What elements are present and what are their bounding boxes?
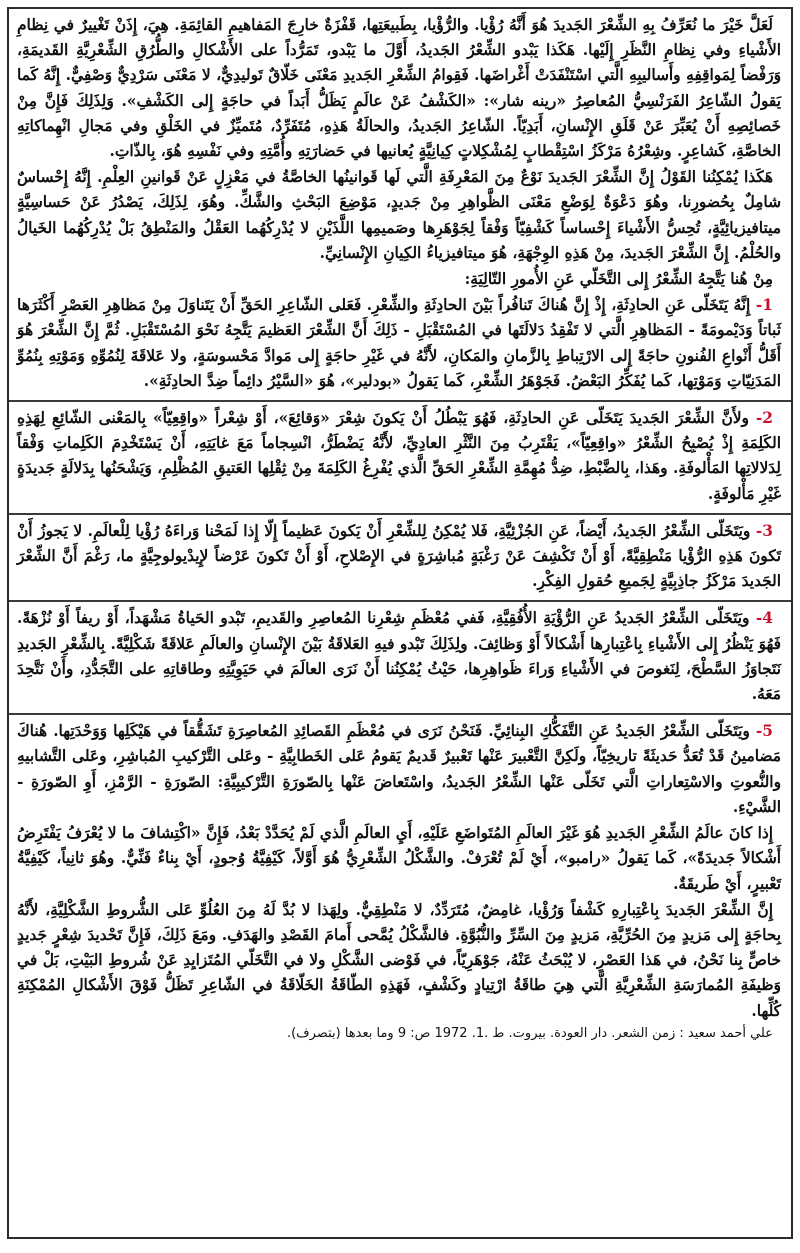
- item-text: ويَتَخَلّى الشِّعْرُ الجَديدُ عَنِ التَّفَكُّكِ البِنائِيِّ. فَنَحْنُ نَرَى في مُعْظَمِ القَصائِدِ المُعاصِرَةِ تَشَقُّقاً في هَيْكَلِها وَوَحْدَتِها. هُناكَ مَضامينُ قَدْ تُعَدُّ حَديثَةً تاريخِيّاً، ولَكِنَّ التَّعْبيرَ عَنْها تَعْبيرٌ قَديمٌ يَقومُ عَلى الخَطابِيَّةِ - وعَلى التَّرْكيبِ المُباشِرِ، وعَلى التَّشابيهِ والنُّعوتِ والاسْتِعاراتِ الَّتي تَخَلّى عَنْها الشِّعْرُ الجَديدُ، واسْتَعاضَ عَنْها بِالصّورَةِ التَّرْكيبِيَّةِ: الصّورَةِ - الرَّمْزِ، أَوِ الصّورَةِ - الشَّيْءِ.: [17, 722, 781, 816]
- item-text: ولأَنَّ الشِّعْرَ الجَديدَ يَتَخَلّى عَنِ الحادِثَةِ، فَهُوَ يَبْطُلُ أَنْ يَكونَ شِعْرَ «وَقائِعَ»، أَوْ شِعْراً «واقِعِيّاً» بِالمَعْنى الشّائِعِ لِهَذِهِ الكَلِمَةِ إِذْ يُصْبِحُ الشِّعْرُ «واقِعِيّاً»، يَقْتَرِبُ مِنَ النَّثْرِ العادِيِّ، لأَنَّهُ يَضْطَرُّ، انْسِجاماً مَعَ غايَتِهِ، أَنْ يَسْتَخْدِمَ الكَلِماتِ وَفْقاً لِدَلالاتِها المَأْلوفَةِ. وهَذا، بِالضَّبْطِ، ضِدُّ مُهِمَّةِ الشِّعْرِ الحَقِّ الَّذي يُفْرِغُ الكَلِمَةَ مِنْ ثِقْلِها العَتيقِ المُظْلِمِ، وَيَشْحَنُها بِدَلالَةٍ جَديدَةٍ غَيْرِ مَأْلوفَةٍ.: [17, 409, 781, 503]
- divider: [9, 513, 791, 515]
- divider: [9, 400, 791, 402]
- item-text: إِنَّهُ يَتَخَلّى عَنِ الحادِثَةِ، إِذْ إِنَّ هُناكَ تَنافُراً بَيْنَ الحادِثَةِ والشِّعْرِ. فَعَلى الشّاعِرِ الحَقِّ أَنْ يَتَناوَلَ مِنْ مَظاهِرِ العَصْرِ أَكْثَرَها ثَباتاً وَدَيْمومَةً - المَظاهِرِ الَّتي لا تَفْقِدُ دَلالَتَها في المُسْتَقْبَلِ - ذَلِكَ أَنَّ الشِّعْرَ العَظيمَ يَتَّجِهُ نَحْوَ المُسْتَقْبَلِ. ثُمَّ إِنَّ الشِّعْرَ هُوَ أَقَلُّ أَنْواعِ الفُنونِ حاجَةً إِلى الارْتِباطِ بِالزَّمانِ والمَكانِ، لأَنَّهُ في غَيْرِ حاجَةٍ إِلى مَوادَّ مَحْسوسَةٍ، ولا عَلاقَةَ لِنُمُوِّهِ وَمَوْتِهِ بِنُمُوِّ المَدَنِيّاتِ وَمَوْتِها، كَما يُفَكِّرُ البَعْضُ. فَجَوْهَرُ الشِّعْرِ، كَما يَقولُ «بودلير»، هُوَ «السَّيْرُ دائِماً ضِدَّ الحادِثَةِ».: [17, 296, 781, 390]
- document-page: [7, 7, 793, 1239]
- source-citation: علي أحمد سعيد : زمن الشعر. دار العودة. بيروت. ط .1. 1972 ص: 9 وما بعدها (بتصرف).: [286, 1025, 773, 1041]
- list-item: [17, 406, 781, 507]
- item-number: 4-: [755, 609, 773, 628]
- item-number: 1-: [755, 296, 774, 315]
- paragraph-conclusion: إِنَّ الشِّعْرَ الجَديدَ بِاعْتِبارِهِ كَشْفاً وَرُؤْيا، غامِضٌ، مُتَرَدِّدٌ، لا مَنْطِقِيٌّ. ولِهَذا لا بُدَّ لَهُ مِنَ العُلُوِّ عَلى الشُّروطِ الشَّكْلِيَّةِ، لأَنَّهُ بِحاجَةٍ إِلى مَزيدٍ مِنَ الحُرِّيَّةِ، مَزيدٍ مِنَ السِّرِّ والنُّبُوَّةِ. فالشَّكْلُ يُمَّحى أَمامَ القَصْدِ والهَدَفِ. ومَعَ ذَلِكَ، فَإِنَّ تَحْديدَ شِعْرٍ جَديدٍ خاصٍّ بِنا نَحْنُ، في هَذا العَصْرِ، لا يُبْحَثُ عَنْهُ، جَوْهَرِيّاً، في فَوْضى الشَّكْلِ ولا في التَّخَلّي المُتَزايِدِ عَنْ شُروطِ البَيْتِ، بَلْ في وَظيفَةِ المُمارَسَةِ الشِّعْرِيَّةِ الَّتي هِيَ طاقَةُ ارْتِيادٍ وكَشْفٍ، فَهَذِهِ الطّاقَةُ الخَلّاقَةُ في الشّاعِرِ تَظَلُّ فَوْقَ الأَشْكالِ المُمْكِنَةِ كُلِّها.: [17, 900, 781, 1020]
- list-item: [17, 293, 781, 394]
- divider: [9, 600, 791, 602]
- paragraph-form: إِذا كانَ عالَمُ الشِّعْرِ الجَديدِ هُوَ غَيْرَ العالَمِ المُتَواضَعِ عَلَيْهِ، أَيِ العالَمِ الَّذي لَمْ يُحَدَّدْ بَعْدُ، فَإِنَّ «اكْتِشافَ ما لا يُعْرَفُ يَفْتَرِضُ أَشْكالاً جَديدَةً»، كَما يَقولُ «رامبو»، أَيْ لَمْ تُعْرَفْ. والشَّكْلُ الشِّعْرِيُّ هُوَ أَوَّلاً، كَيْفِيَّةُ وُجودٍ، أَيْ بِناءٌ فَنِّيٌّ. وهُوَ ثانِياً، كَيْفِيَّةُ تَعْبيرٍ، أَيْ طَريقَةٌ.: [17, 824, 781, 893]
- item-text: ويَتَخَلّى الشِّعْرُ الجَديدُ، أَيْضاً، عَنِ الجُزْئِيَّةِ، فَلا يُمْكِنُ لِلشِّعْرِ أَنْ يَكونَ عَظيماً إِلّا إِذا لَمَحْنا وَراءَهُ رُؤْيا لِلْعالَمِ. لا يَجوزُ أَنْ تَكونَ هَذِهِ الرُّؤْيا مَنْطِقِيَّةً، أَوْ أَنْ تَكْشِفَ عَنْ رَغْبَةٍ مُباشِرَةٍ في الإِصْلاحِ، أَوْ أَنْ تَكونَ عَرْضاً لإِيدْيولوجِيَّةٍ ما، رَغْمَ أَنَّ الشِّعْرَ الجَديدَ مَرْكَزُ جاذِبِيَّةٍ لِجَميعِ حُقولِ الفِكْرِ.: [17, 521, 781, 591]
- paragraph-definition: لَعَلَّ خَيْرَ ما نُعَرِّفُ بِهِ الشِّعْرَ الجَديدَ هُوَ أَنَّهُ رُؤْيا. والرُّؤْيا، بِطَبيعَتِها، قَفْزَةٌ خارِجَ المَفاهيمِ القائِمَةِ. هِيَ، إِذَنْ تَغْييرٌ في نِظامِ الأَشْياءِ وفي نِظامِ النَّظَرِ إِلَيْها. هَكَذا يَبْدو الشِّعْرُ الجَديدُ، أَوَّلَ ما يَبْدو، تَمَرُّداً على الأَشْكالِ والطُّرُقِ الشِّعْرِيَّةِ القَديمَةِ، وَرَفْضاً لِمَواقِفِهِ وأَساليبِهِ الَّتي اسْتَنْفَدَتْ أَغْراضَها. فَقِوامُ الشِّعْرِ الجَديدِ مَعْنَى خَلّاقٌ تَوليدِيٌّ، لا مَعْنَى سَرْدِيٌّ وَصْفِيٌّ. إِنَّهُ كَما يَقولُ الشّاعِرُ الفَرَنْسِيُّ المُعاصِرُ «رينه شار»: «الكَشْفُ عَنْ عالَمٍ يَظَلُّ أَبَداً في حاجَةٍ إِلى الكَشْفِ». وَلِذَلِكَ فَإِنَّ مِنْ خَصائِصِهِ أَنْ يُعَبِّرَ عَنْ قَلَقِ الإِنْسانِ، أَبَدِيّاً. الشّاعِرُ الجَديدُ، والحالَةُ هَذِهِ، مُتَفَرِّدٌ، مُتَميِّزٌ في الخَلْقِ وفي مَجالِ انْهِماكاتِهِ الخاصَّةِ، كَشاعِرٍ. وشِعْرُهُ مَرْكَزُ اسْتِقْطابٍ لِمُشْكِلاتٍ كِيانِيَّةٍ يُعانيها في حَضارَتِهِ وأُمَّتِهِ وفي نَفْسِهِ هُوَ، بِالذّاتِ.: [17, 16, 781, 161]
- list-item: [17, 519, 781, 595]
- list-intro: مِنْ هُنا يَتَّجِهُ الشِّعْرُ إِلى التَّخَلّي عَنِ الأُمورِ التّالِيَةِ:: [464, 270, 773, 289]
- item-number: 5-: [755, 722, 774, 741]
- item-number: 3-: [755, 521, 773, 540]
- list-item: [17, 719, 781, 820]
- paragraph-knowledge: هَكَذا يُمْكِنُنا القَوْلُ إِنَّ الشِّعْرَ الجَديدَ نَوْعٌ مِنَ المَعْرِفَةِ الَّتي لَها قَوانينُها الخاصَّةُ في مَعْزِلٍ عَنْ قَوانينِ العِلْمِ. إِنَّهُ إِحْساسٌ شامِلٌ بِحُضورِنا، وهُوَ دَعْوَةٌ لِوَضْعِ مَعْنَى الظَّواهِرِ مِنْ جَديدٍ، مَوْضِعَ البَحْثِ والشَّكِّ. وهُوَ، لِذَلِكَ، يَصْدُرُ عَنْ حَساسِيَّةٍ ميتافيزيائِيَّةٍ، تُحِسُّ الأَشْياءَ إِحْساساً كَشْفِيّاً وَفْقاً لِجَوْهَرِها وصَميمِها اللَّذَيْنِ لا يُدْرِكُهُما العَقْلُ والمَنْطِقُ بَلْ يُدْرِكُهُما الخَيالُ والحُلْمُ. إِنَّ الشِّعْرَ الجَديدَ، مِنْ هَذِهِ الوِجْهَةِ، هُوَ ميتافيزياءُ الكِيانِ الإِنْسانِيِّ.: [17, 168, 781, 262]
- list-item: [17, 606, 781, 707]
- item-text: ويَتَخَلّى الشِّعْرُ الجَديدُ عَنِ الرُّؤْيَةِ الأُفُقِيَّةِ، فَفي مُعْظَمِ شِعْرِنا المُعاصِرِ والقَديمِ، تَبْدو الحَياةُ مَشْهَداً، أَوْ ريفاً أَوْ نُزْهَةً. فَهُوَ يَنْظُرُ إِلى الأَشْياءِ بِاعْتِبارِها أَشْكالاً أَوْ وَظائِفَ. ولِذَلِكَ تَبْدو فيهِ العَلاقَةُ بَيْنَ الإِنْسانِ والعالَمِ عَلاقَةً شَكْلِيَّةً. بِالشِّعْرِ الجَديدِ نَتَجاوَزُ السَّطْحَ، لِنَغوصَ في الأَشْياءِ وَراءَ ظَواهِرِها، حَيْثُ يُمْكِنُنا أَنْ نَرَى العالَمَ في حَيَوِيَّتِهِ وطاقاتِهِ على التَّجَدُّدِ، وأَنْ نَتَّحِدَ مَعَهُ.: [17, 609, 781, 704]
- item-number: 2-: [755, 409, 774, 428]
- divider: [9, 713, 791, 715]
